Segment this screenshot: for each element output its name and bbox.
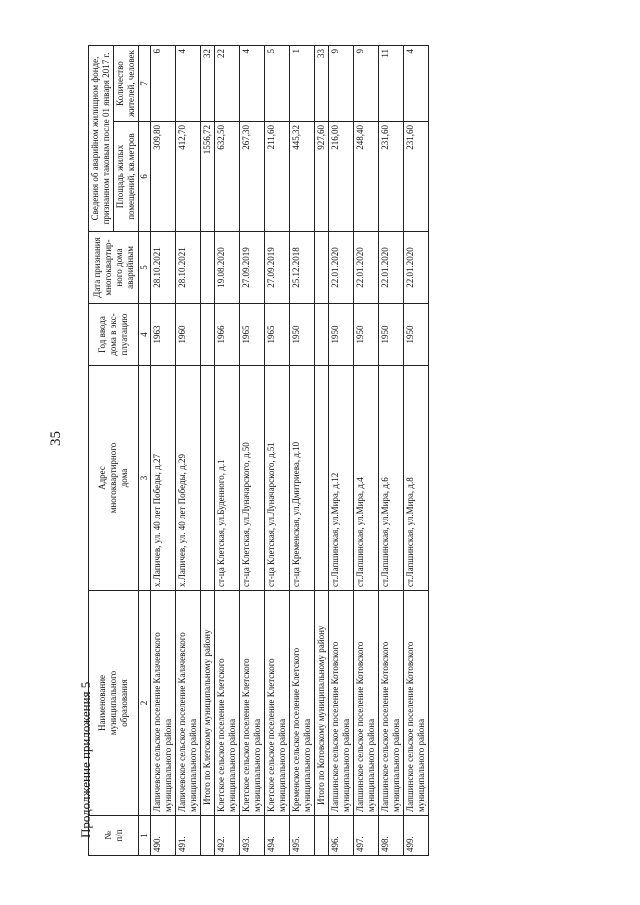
year-built: 1960 [176,304,201,366]
house-address: ст-ца Кременская, ул.Дмитриева, д.10 [290,366,315,591]
row-number: 499. [404,816,429,856]
emergency-date: 22.01.2020 [354,232,379,304]
living-area: 216,00 [329,122,354,232]
residents-count: 1 [290,46,315,122]
municipality-name: Лапшинское сельское поселение Котовского муниципального района [404,591,429,816]
header-num: № п/п [89,816,139,856]
total-residents: 32 [201,46,215,122]
living-area: 267,30 [240,122,265,232]
header-date: Дата признания многоквартир- ного дома аварийным [89,232,139,304]
year-built: 1950 [329,304,354,366]
table-row [176,46,201,856]
total-area: 1556,72 [201,122,215,232]
year-built: 1965 [240,304,265,366]
table-row [290,46,315,856]
total-row [315,46,329,856]
residents-count: 5 [265,46,290,122]
year-built: 1950 [290,304,315,366]
municipality-name: Лапичевское сельское поселение Калачевского муниципального района [176,591,201,816]
row-number: 497. [354,816,379,856]
living-area: 445,32 [290,122,315,232]
table-row [151,46,176,856]
column-number-row [139,46,151,856]
header-year: Год ввода дома в экс- плуатацию [89,304,139,366]
house-address: х.Лапичев, ул. 40 лет Победы, д.29 [176,366,201,591]
header-info: Сведения об аварийном жилищном фонде, признанном таковым после 01 января 2017 г. [89,46,114,232]
total-label: Итого по Клетскому муниципальному району [201,591,215,816]
residents-count: 4 [176,46,201,122]
table-row [354,46,379,856]
year-built: 1965 [265,304,290,366]
page-number: 35 [48,431,64,446]
residents-count: 9 [354,46,379,122]
total-area: 927,60 [315,122,329,232]
col-number: 3 [139,366,151,591]
col-number: 1 [139,816,151,856]
year-built: 1963 [151,304,176,366]
table-row [404,46,429,856]
header-residents: Количество жителей, человек [114,46,139,122]
municipality-name: Клетское сельское поселение Клетского муниципального района [265,591,290,816]
table-row [240,46,265,856]
emergency-housing-table [88,45,429,856]
house-address: ст.Лапшинская, ул.Мира, д.6 [379,366,404,591]
col-number: 7 [139,46,151,122]
year-built: 1966 [215,304,240,366]
header-name: Наименование муниципального образования [89,591,139,816]
municipality-name: Лапшинское сельское поселение Котовского муниципального района [329,591,354,816]
emergency-date: 27.09.2019 [240,232,265,304]
table-body [151,46,429,856]
emergency-date: 19.08.2020 [215,232,240,304]
year-built: 1950 [379,304,404,366]
municipality-name: Кременское сельское поселение Клетского муниципального района [290,591,315,816]
emergency-date: 28.10.2021 [151,232,176,304]
municipality-name: Лапшинское сельское поселение Котовского муниципального района [354,591,379,816]
emergency-date: 28.10.2021 [176,232,201,304]
table-row [215,46,240,856]
living-area: 309,80 [151,122,176,232]
house-address: ст.Лапшинская, ул.Мира, д.8 [404,366,429,591]
living-area: 231,60 [404,122,429,232]
row-number: 495. [290,816,315,856]
municipality-name: Лапичевское сельское поселение Калачевского муниципального района [151,591,176,816]
house-address: х.Лапичев, ул. 40 лет Победы, д.27 [151,366,176,591]
row-number: 491. [176,816,201,856]
residents-count: 4 [240,46,265,122]
emergency-date: 25.12.2018 [290,232,315,304]
year-built: 1950 [354,304,379,366]
row-number: 496. [329,816,354,856]
living-area: 248,40 [354,122,379,232]
col-number: 4 [139,304,151,366]
total-residents: 33 [315,46,329,122]
house-address: ст-ца Клетская, ул.Буденного, д.1 [215,366,240,591]
header-address: Адрес многоквартирного дома [89,366,139,591]
emergency-date: 27.09.2019 [265,232,290,304]
table-row [379,46,404,856]
residents-count: 11 [379,46,404,122]
col-number: 2 [139,591,151,816]
emergency-date: 22.01.2020 [404,232,429,304]
year-built: 1950 [404,304,429,366]
row-number: 493. [240,816,265,856]
living-area: 632,50 [215,122,240,232]
row-number: 498. [379,816,404,856]
rotated-table-container [88,46,533,856]
house-address: ст.Лапшинская, ул.Мира, д.12 [329,366,354,591]
emergency-date: 22.01.2020 [329,232,354,304]
emergency-date: 22.01.2020 [379,232,404,304]
header-area: Площадь жилых помещений, кв.метров [114,122,139,232]
col-number: 6 [139,122,151,232]
table-row [329,46,354,856]
living-area: 211,60 [265,122,290,232]
municipality-name: Клетское сельское поселение Клетского муниципального района [240,591,265,816]
row-number: 494. [265,816,290,856]
continuation-caption: Продолжение приложения 5 [78,681,93,838]
house-address: ст.Лапшинская, ул.Мира, д.4 [354,366,379,591]
house-address: ст-ца Клетская, ул.Луначарского, д.51 [265,366,290,591]
municipality-name: Лапшинское сельское поселение Котовского муниципального района [379,591,404,816]
total-label: Итого по Котовскому муниципальному району [315,591,329,816]
residents-count: 4 [404,46,429,122]
living-area: 412,70 [176,122,201,232]
residents-count: 22 [215,46,240,122]
house-address: ст-ца Клетская, ул.Луначарского, д.50 [240,366,265,591]
table-row [265,46,290,856]
residents-count: 9 [329,46,354,122]
row-number: 492. [215,816,240,856]
municipality-name: Клетское сельское поселение Клетского муниципального района [215,591,240,816]
total-row [201,46,215,856]
row-number: 490. [151,816,176,856]
residents-count: 6 [151,46,176,122]
col-number: 5 [139,232,151,304]
living-area: 231,60 [379,122,404,232]
